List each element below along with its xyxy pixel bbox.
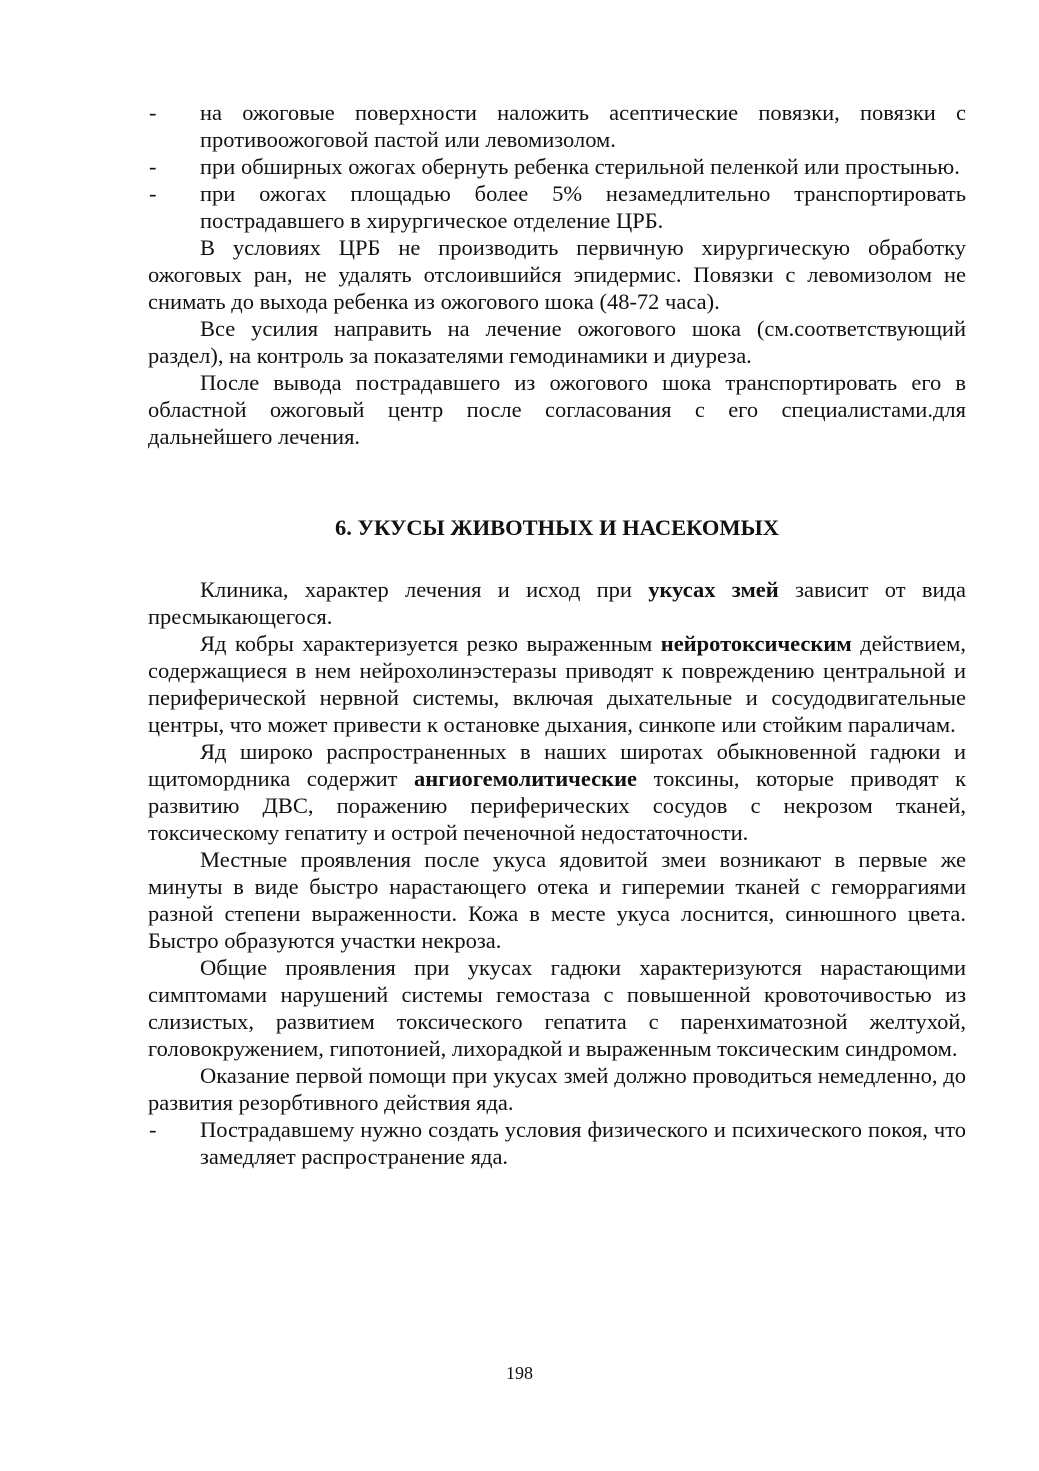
paragraph-text: Яд широко распространенных в наших широтах обыкновенной гадюки и щитомордника содержит [148,739,966,791]
paragraph: В условиях ЦРБ не производить первичную хирургическую обработку ожоговых ран, не удалять отслоившийся эпидермис. Повязки с левомизолом не снимать до выхода ребенка из ожогового шока (48-72 часа). [148,235,966,314]
paragraph [148,738,966,846]
list-item [148,99,966,153]
list-item [148,1116,966,1170]
section-heading: 6. УКУСЫ ЖИВОТНЫХ И НАСЕКОМЫХ [335,515,779,540]
emphasis-text: ангиогемолитические [414,766,638,791]
document-page [148,99,966,1170]
paragraph-text: действием, содержащиеся в нем нейрохолинэстеразы приводят к повреждению центральной и периферической нервной системы, включая дыхательные и сосудодвигательные центры, что может привести к остановке дыхания, синкопе или стойким параличам. [148,631,967,737]
list-item-text: при обширных ожогах обернуть ребенка стерильной пеленкой или простынью. [200,154,960,179]
paragraph: Все усилия направить на лечение ожогового шока (см.соответствующий раздел), на контроль за показателями гемодинамики и диуреза. [148,316,966,368]
paragraph: После вывода пострадавшего из ожогового шока транспортировать его в областной ожоговый центр после согласования с его специалистами.для дальнейшего лечения. [148,370,966,449]
list-item-text: на ожоговые поверхности наложить асептические повязки, повязки с противоожоговой пастой или левомизолом. [200,100,966,152]
list-item-text: Пострадавшему нужно создать условия физического и психического покоя, что замедляет распространение яда. [200,1117,966,1169]
paragraph-text: Яд кобры характеризуется резко выраженным [200,631,661,656]
list-item-text: при ожогах площадью более 5% незамедлительно транспортировать пострадавшего в хирургическое отделение ЦРБ. [200,181,966,233]
list-dash: - [149,181,157,206]
paragraph-text: зависит от вида пресмыкающегося. [148,577,966,629]
paragraph-text: токсины, которые приводят к развитию ДВС, поражению периферических сосудов с некрозом тканей, токсическому гепатиту и острой печеночной недостаточности. [148,766,966,845]
list-dash: - [149,154,157,179]
paragraph: Оказание первой помощи при укусах змей должно проводиться немедленно, до развития резорбтивного действия яда. [148,1063,966,1115]
list-dash: - [149,1117,157,1142]
list-dash: - [149,100,157,125]
paragraph-text: Клиника, характер лечения и исход при [200,577,649,602]
paragraph: Общие проявления при укусах гадюки характеризуются нарастающими симптомами нарушений системы гемостаза с повышенной кровоточивостью из слизистых, развитием токсического гепатита с паренхиматозной желтухой, головокружением, гипотонией, лихорадкой и выраженным токсическим синдромом. [148,955,966,1061]
paragraph: Местные проявления после укуса ядовитой змеи возникают в первые же минуты в виде быстро нарастающего отека и гиперемии тканей с геморрагиями разной степени выраженности. Кожа в месте укуса лоснится, синюшного цвета. Быстро образуются участки некроза. [148,847,966,953]
list-item [148,153,966,180]
paragraph [148,630,966,738]
page-number: 198 [506,1363,533,1383]
paragraph [148,576,966,630]
list-item [148,180,966,234]
emphasis-text: нейротоксическим [660,631,852,656]
emphasis-text: укусах змей [648,577,779,602]
